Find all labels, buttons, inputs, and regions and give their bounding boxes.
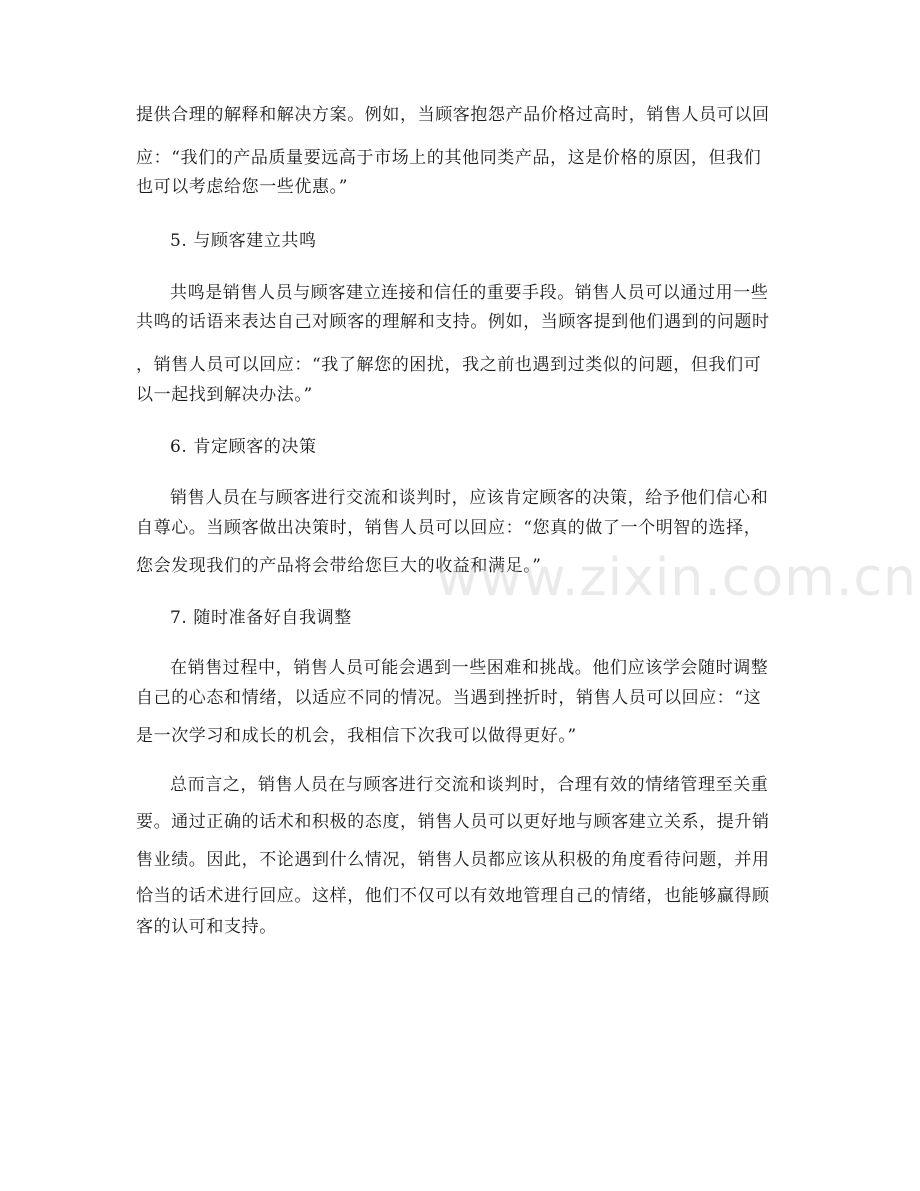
text-line: 售业绩。因此，不论遇到什么情况，销售人员都应该从积极的角度看待问题，并用 — [136, 850, 770, 870]
text-line: 提供合理的解释和解决方案。例如，当顾客抱怨产品价格过高时，销售人员可以回 — [136, 105, 770, 125]
text-line: 要。通过正确的话术和积极的态度，销售人员可以更好地与顾客建立关系，提升销 — [136, 812, 770, 832]
text-line: ，销售人员可以回应：“我了解您的困扰，我之前也遇到过类似的问题，但我们可 — [136, 355, 762, 375]
text-line: 恰当的话术进行回应。这样，他们不仅可以有效地管理自己的情绪，也能够赢得顾 — [136, 886, 770, 906]
text-line: 客的认可和支持。 — [136, 917, 277, 937]
section-heading: 7. 随时准备好自我调整 — [170, 608, 352, 628]
text-line: 应：“我们的产品质量要远高于市场上的其他同类产品，这是价格的原因，但我们 — [136, 148, 762, 168]
text-line: 自己的心态和情绪，以适应不同的情况。当遇到挫折时，销售人员可以回应：“这 — [136, 688, 762, 708]
text-line: 共鸣的话语来表达自己对顾客的理解和支持。例如，当顾客提到他们遇到的问题时 — [136, 312, 770, 332]
section-heading: 5. 与顾客建立共鸣 — [170, 231, 317, 251]
text-line: 也可以考虑给您一些优惠。” — [136, 177, 348, 197]
text-line: 销售人员在与顾客进行交流和谈判时，应该肯定顾客的决策，给予他们信心和 — [170, 488, 769, 508]
text-line: 您会发现我们的产品将会带给您巨大的收益和满足。” — [136, 556, 542, 576]
text-line: 在销售过程中，销售人员可能会遇到一些困难和挑战。他们应该学会随时调整 — [170, 658, 769, 678]
watermark: www.zixin.com.cn — [436, 548, 917, 608]
text-line: 是一次学习和成长的机会，我相信下次我可以做得更好。” — [136, 726, 577, 746]
text-line: 以一起找到解决办法。” — [136, 385, 313, 405]
section-heading: 6. 肯定顾客的决策 — [170, 437, 317, 457]
text-line: 总而言之，销售人员在与顾客进行交流和谈判时，合理有效的情绪管理至关重 — [170, 775, 769, 795]
text-line: 自尊心。当顾客做出决策时，销售人员可以回应：“您真的做了一个明智的选择， — [136, 518, 762, 538]
text-line: 共鸣是销售人员与顾客建立连接和信任的重要手段。销售人员可以通过用一些 — [170, 283, 769, 303]
